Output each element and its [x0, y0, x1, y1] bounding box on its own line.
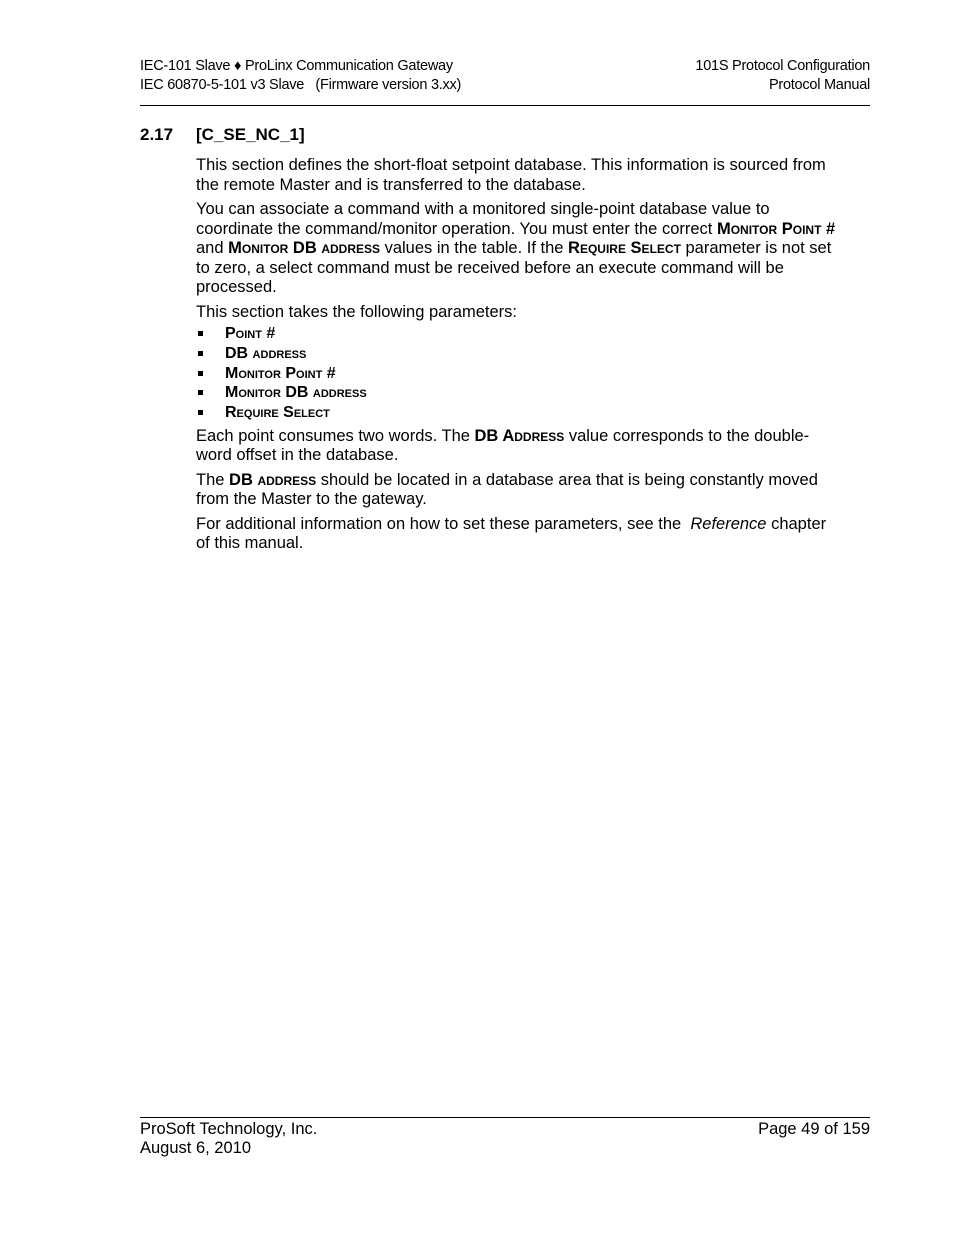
header-right	[695, 57, 870, 95]
list-item	[196, 344, 836, 364]
text-run: You can associate a command with a monitored single-point database value to coordinate the command/monitor operation. You must enter the correct	[196, 200, 770, 238]
parameters-intro: This section takes the following parameters:	[196, 302, 517, 321]
bullet-icon	[198, 410, 203, 415]
parameter-name: Point #	[225, 325, 276, 342]
reference-paragraph	[196, 515, 836, 554]
term-db-address: DB Address	[474, 426, 565, 445]
section-body	[196, 156, 836, 559]
header-left	[140, 57, 461, 95]
text-run: chapter of this manual.	[196, 514, 827, 553]
term-monitor-point: Monitor Point #	[716, 219, 836, 238]
header-firmware-line: IEC 60870-5-101 v3 Slave (Firmware version 3.xx)	[140, 77, 462, 93]
bullet-icon	[198, 390, 203, 395]
bullet-icon	[198, 371, 203, 376]
footer-left	[140, 1120, 317, 1158]
term-db-address: DB address	[229, 470, 317, 489]
text-run: value corresponds to the double-word offset in the database.	[196, 426, 810, 465]
list-item	[196, 364, 836, 384]
footer-page-number: Page 49 of 159	[758, 1120, 870, 1138]
header-product-line: IEC-101 Slave ♦ ProLinx Communication Gateway	[140, 58, 453, 74]
parameter-name: Monitor Point #	[225, 364, 336, 382]
command-monitor-paragraph	[196, 200, 836, 298]
text-run: parameter is not set to zero, a select command must be received before an execute command will be processed.	[196, 239, 832, 296]
term-require-select: Require Select	[568, 239, 681, 257]
page-footer	[140, 1117, 870, 1157]
footer-date: August 6, 2010	[140, 1139, 252, 1157]
db-address-location-paragraph	[196, 471, 836, 510]
list-item	[196, 324, 836, 344]
section-number: 2.17	[140, 125, 174, 144]
header-chapter-title: 101S Protocol Configuration	[695, 58, 870, 74]
text-run: The	[196, 470, 230, 489]
parameter-name: Monitor DB address	[225, 384, 367, 402]
list-item	[196, 403, 836, 423]
intro-paragraph: This section defines the short-float setpoint database. This information is sourced from the remote Master and is transferred to the database.	[196, 156, 826, 194]
footer-right	[758, 1120, 870, 1139]
parameter-list	[196, 324, 836, 423]
footer-company: ProSoft Technology, Inc.	[140, 1120, 318, 1138]
list-item	[196, 383, 836, 403]
reference-chapter-link: Reference	[690, 514, 767, 533]
text-run: Each point consumes two words. The	[196, 426, 475, 445]
text-run: values in the table. If the	[380, 239, 569, 257]
point-consumption-paragraph	[196, 427, 836, 466]
parameter-name: Require Select	[225, 404, 330, 422]
section-heading	[140, 124, 305, 146]
term-monitor-db-address: Monitor DB address	[228, 239, 380, 257]
text-run: and	[196, 239, 229, 257]
text-run: should be located in a database area that is being constantly moved from the Master to the gateway.	[196, 470, 818, 509]
header-manual-title: Protocol Manual	[768, 77, 870, 93]
parameter-name: DB address	[225, 344, 307, 362]
section-title: [C_SE_NC_1]	[196, 125, 305, 144]
page-header	[140, 57, 870, 106]
bullet-icon	[198, 331, 203, 336]
text-run: For additional information on how to set these parameters, see the	[196, 514, 691, 533]
bullet-icon	[198, 351, 203, 356]
